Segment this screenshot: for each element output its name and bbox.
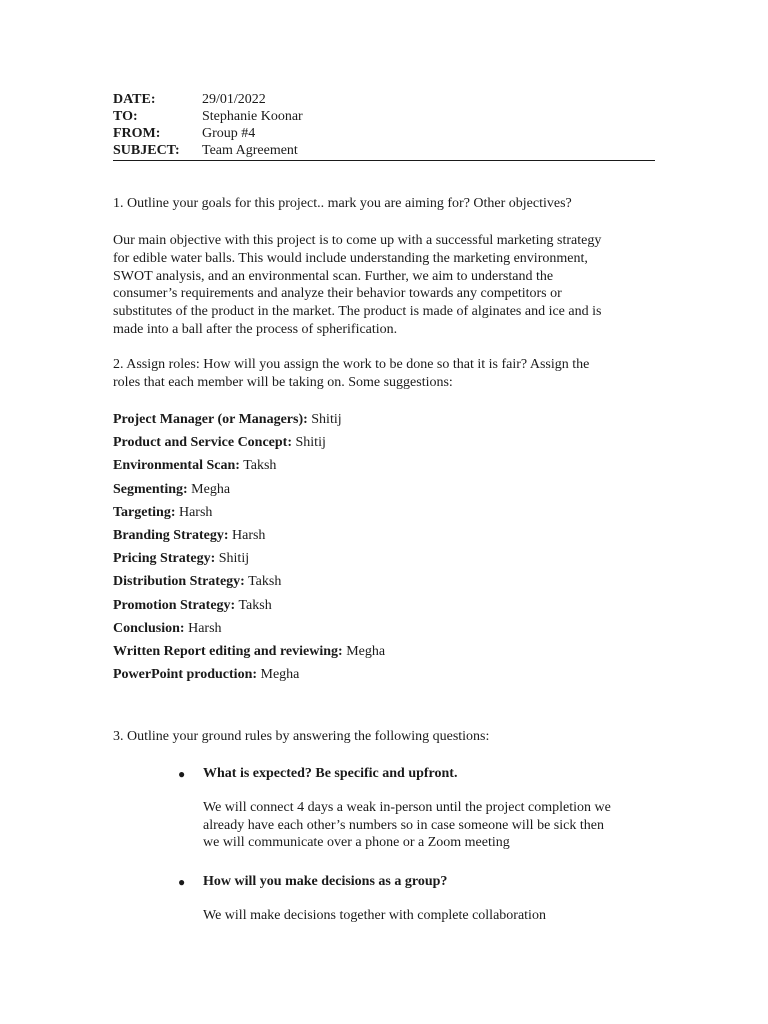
section2-question-line: roles that each member will be taking on. Some suggestions: bbox=[113, 374, 453, 390]
role-item bbox=[113, 617, 643, 640]
bullet-icon: ● bbox=[178, 875, 186, 889]
ground-rule-answer-line: already have each other’s numbers so in case someone will be sick then bbox=[203, 817, 604, 833]
role-member: Megha bbox=[346, 643, 386, 659]
role-name: Written Report editing and reviewing: bbox=[113, 643, 343, 659]
section1-answer-line: substitutes of the product in the market. The product is made of alginates and ice and is bbox=[113, 304, 602, 320]
memo-header bbox=[113, 91, 655, 159]
ground-rule-item bbox=[178, 873, 658, 925]
role-name: Conclusion: bbox=[113, 620, 185, 636]
role-name: PowerPoint production: bbox=[113, 667, 258, 683]
role-item bbox=[113, 478, 643, 501]
ground-rule-question-text: How will you make decisions as a group? bbox=[203, 874, 448, 889]
role-name: Segmenting: bbox=[113, 481, 188, 497]
role-name: Targeting: bbox=[113, 504, 176, 520]
section1-answer-line: SWOT analysis, and an environmental scan. Further, we aim to understand the bbox=[113, 268, 554, 284]
role-name: Promotion Strategy: bbox=[113, 597, 236, 613]
role-member: Taksh bbox=[243, 458, 277, 474]
memo-to-label: TO: bbox=[113, 109, 138, 124]
section1-answer-line: consumer’s requirements and analyze their behavior towards any competitors or bbox=[113, 286, 562, 302]
role-item bbox=[113, 547, 643, 570]
memo-to-row bbox=[113, 108, 655, 125]
section1-answer bbox=[113, 232, 643, 339]
role-member: Harsh bbox=[188, 620, 222, 636]
memo-to-value: Stephanie Koonar bbox=[202, 109, 303, 124]
memo-from-value: Group #4 bbox=[202, 126, 256, 141]
role-member: Megha bbox=[260, 667, 300, 683]
ground-rule-question bbox=[178, 765, 658, 783]
memo-from-row bbox=[113, 125, 655, 142]
role-name: Product and Service Concept: bbox=[113, 435, 292, 451]
role-name: Environmental Scan: bbox=[113, 458, 240, 474]
role-item bbox=[113, 594, 643, 617]
role-member: Harsh bbox=[178, 504, 213, 520]
section1-answer-line: made into a ball after the process of spherification. bbox=[113, 321, 398, 337]
ground-rule-answer bbox=[178, 907, 658, 925]
memo-from-label: FROM: bbox=[113, 126, 161, 141]
section2-question-line: 2. Assign roles: How will you assign the work to be done so that it is fair? Assign the bbox=[113, 357, 590, 372]
role-name: Project Manager (or Managers): bbox=[113, 412, 308, 427]
role-item bbox=[113, 431, 643, 454]
ground-rule-question-text: What is expected? Be specific and upfront. bbox=[203, 766, 458, 781]
role-member: Megha bbox=[191, 481, 231, 497]
memo-date-value: 29/01/2022 bbox=[202, 92, 266, 107]
role-item bbox=[113, 640, 643, 663]
ground-rule-answer-line: we will communicate over a phone or a Zoom meeting bbox=[203, 835, 510, 851]
ground-rule-answer-line: We will connect 4 days a weak in-person until the project completion we bbox=[203, 800, 611, 815]
ground-rule-answer bbox=[178, 799, 658, 852]
ground-rule-item bbox=[178, 765, 658, 852]
role-member: Taksh bbox=[238, 597, 272, 613]
role-item bbox=[113, 408, 643, 431]
role-name: Distribution Strategy: bbox=[113, 574, 245, 590]
section2-question bbox=[113, 356, 643, 392]
section1-answer-line: Our main objective with this project is to come up with a successful marketing strategy bbox=[113, 233, 602, 248]
section1-answer-line: for edible water balls. This would include understanding the marketing environment, bbox=[113, 250, 588, 266]
role-name: Pricing Strategy: bbox=[113, 551, 216, 567]
memo-date-label: DATE: bbox=[113, 92, 156, 107]
ground-rule-question bbox=[178, 873, 658, 891]
memo-date-row bbox=[113, 91, 655, 108]
ground-rule-answer-line: We will make decisions together with complete collaboration bbox=[203, 908, 546, 923]
section3-question: 3. Outline your ground rules by answering the following questions: bbox=[113, 729, 490, 744]
role-item bbox=[113, 454, 643, 477]
section1-question: 1. Outline your goals for this project.. mark you are aiming for? Other objectives? bbox=[113, 196, 572, 211]
role-member: Shitij bbox=[311, 412, 342, 427]
role-item bbox=[113, 501, 643, 524]
role-member: Shitij bbox=[218, 551, 250, 567]
memo-subject-row bbox=[113, 142, 655, 159]
bullet-icon: ● bbox=[178, 767, 186, 781]
role-name: Branding Strategy: bbox=[113, 527, 229, 543]
memo-subject-label: SUBJECT: bbox=[113, 143, 180, 158]
role-member: Shitij bbox=[295, 435, 326, 451]
roles-list bbox=[113, 408, 643, 686]
role-member: Harsh bbox=[232, 527, 266, 543]
memo-subject-value: Team Agreement bbox=[202, 143, 298, 158]
role-item bbox=[113, 524, 643, 547]
role-item bbox=[113, 570, 643, 593]
role-item bbox=[113, 663, 643, 686]
role-member: Taksh bbox=[248, 574, 282, 590]
memo-divider bbox=[113, 160, 655, 161]
